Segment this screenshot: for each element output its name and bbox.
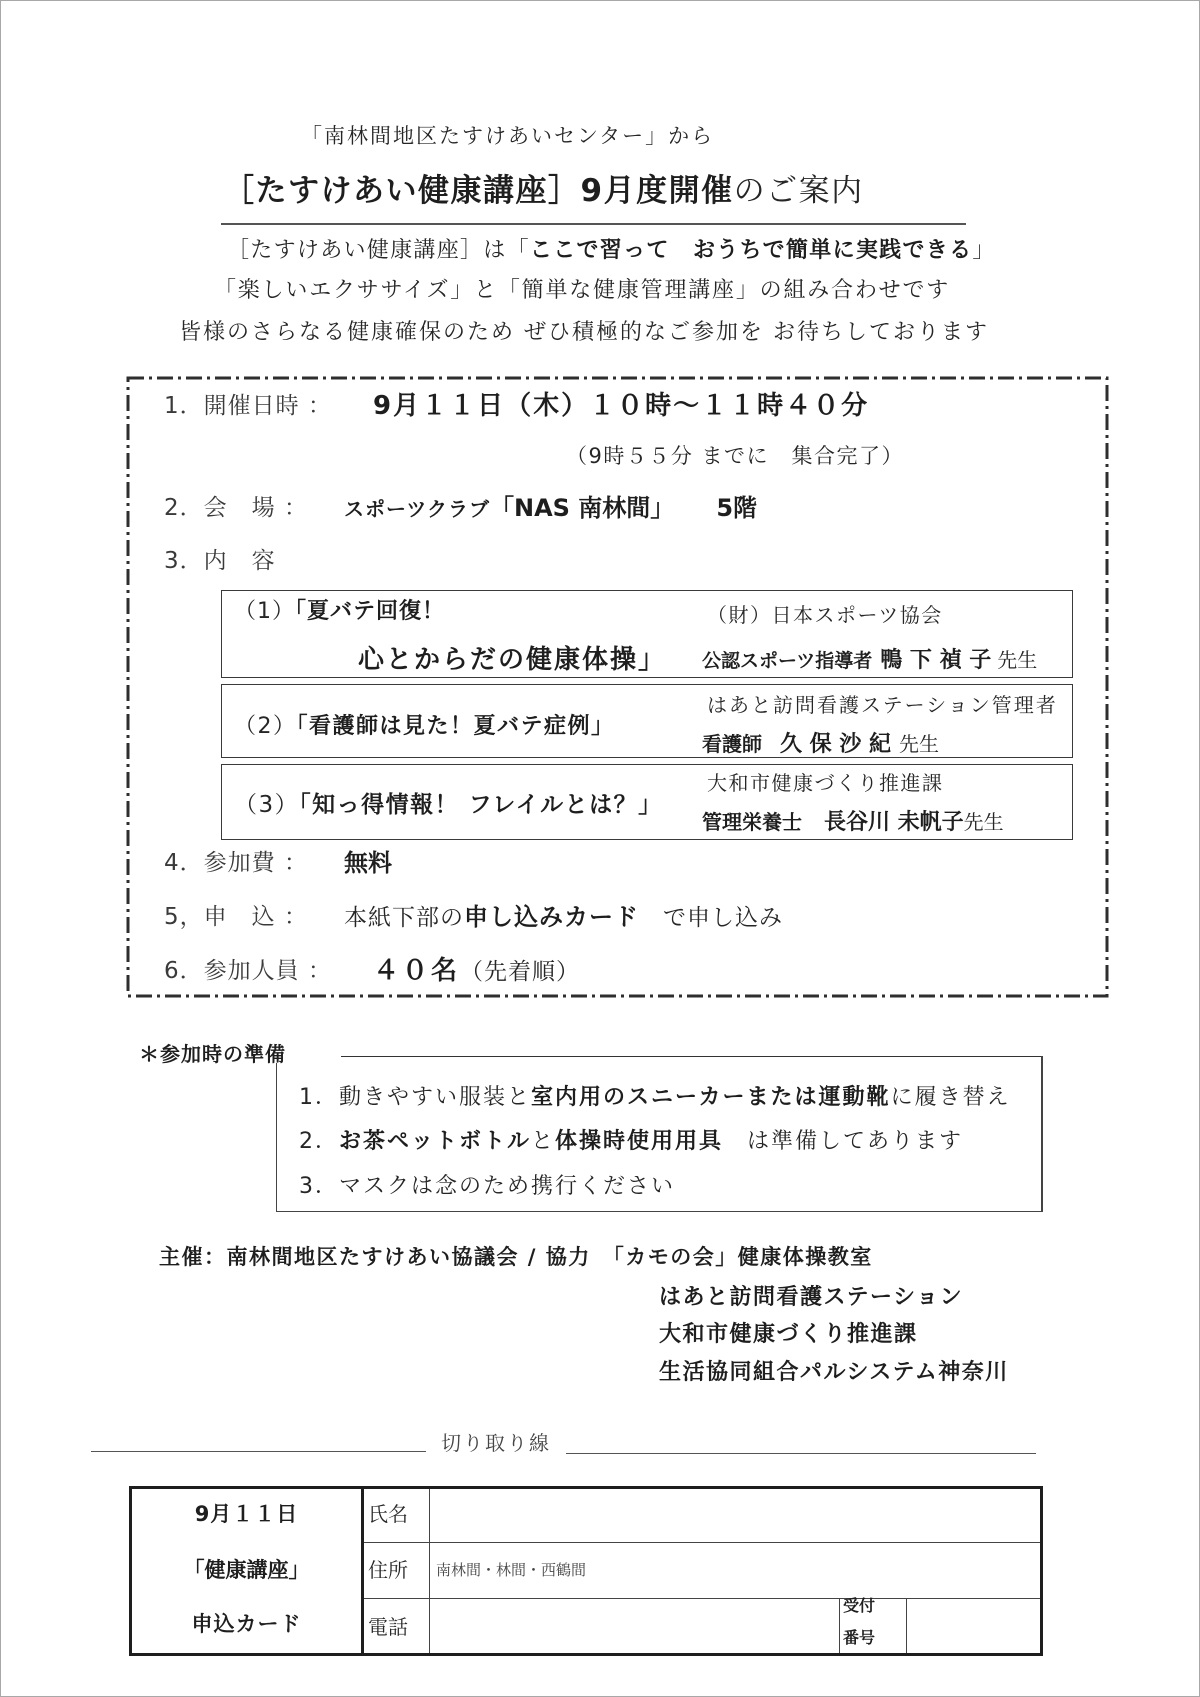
cooperator-1: はあと訪問看護ステーション xyxy=(659,1285,964,1310)
cut-line-right xyxy=(566,1453,1036,1454)
title-main: ［たすけあい健康講座］9月度開催 xyxy=(223,173,734,209)
speaker-role: 公認スポーツ指導者 xyxy=(702,650,873,672)
prep-1-end: に履き替え xyxy=(890,1085,1011,1110)
preparation-rule xyxy=(341,1056,1042,1057)
card-title: 申込カード xyxy=(191,1612,302,1636)
prep-2-end: は準備してあります xyxy=(723,1129,964,1154)
card-name-label: 氏名 xyxy=(368,1502,408,1526)
prep-2-number: 2． xyxy=(299,1129,339,1154)
application-card xyxy=(129,1486,1043,1656)
reception-number-field xyxy=(907,1599,1040,1653)
apply-label: 5，申 込 ： xyxy=(164,904,308,930)
card-address-label: 住所 xyxy=(368,1558,408,1582)
intro-line-1-emphasis: ここで習って おうちで簡単に実践できる xyxy=(529,238,973,263)
reception-label-2: 番号 xyxy=(843,1628,876,1647)
capacity-note: （先着順） xyxy=(460,959,581,985)
card-event: 「健康講座」 xyxy=(183,1558,310,1582)
venue-name: 「NAS 南林間」 xyxy=(490,494,675,522)
preparation-item-1 xyxy=(299,1082,1011,1114)
card-phone-field xyxy=(430,1599,839,1653)
preparation-box-right xyxy=(1041,1056,1043,1212)
card-divider xyxy=(361,1489,364,1653)
prep-2-emphasis-2: 体操時使用用具 xyxy=(555,1129,724,1154)
card-phone-label: 電話 xyxy=(368,1615,408,1639)
date-label: 1．開催日時 ： xyxy=(164,393,332,419)
session-title-text: 「知っ得情報！ フレイルとは？」 xyxy=(299,792,663,818)
session-title xyxy=(234,789,663,821)
venue-value xyxy=(344,492,757,527)
speaker-org: はあと訪問看護ステーション管理者 xyxy=(707,693,1058,717)
apply-value xyxy=(344,901,783,934)
speaker-role: 看護師 xyxy=(702,732,762,756)
speaker-org: 大和市健康づくり推進課 xyxy=(707,771,944,795)
capacity-value xyxy=(373,955,580,990)
session-3 xyxy=(221,764,1073,840)
prep-2-emphasis-1: お茶ペットボトル xyxy=(339,1129,532,1154)
sponsor-line: 主催：南林間地区たすけあい協議会 / 協力 「カモの会」健康体操教室 xyxy=(159,1245,873,1269)
session-title-text: 「看護師は見た！夏バテ症例」 xyxy=(296,714,615,739)
prep-2-join: と xyxy=(531,1129,556,1154)
title-underline xyxy=(221,223,966,225)
session-title-line-2: 心とからだの健康体操」 xyxy=(358,645,667,675)
session-number: （2） xyxy=(234,714,297,739)
speaker-org: （財）日本スポーツ協会 xyxy=(707,603,943,627)
intro-line-2: 「楽しいエクササイズ」と「簡単な健康管理講座」の組み合わせです xyxy=(214,278,951,303)
session-title-text: 「夏バテ回復！ xyxy=(295,599,446,624)
venue-floor: 5階 xyxy=(716,494,758,522)
card-date: 9月１１日 xyxy=(194,1502,299,1526)
intro-line-1-end: 」 xyxy=(972,238,996,263)
cooperator-2: 大和市健康づくり推進課 xyxy=(659,1322,918,1347)
session-number: （3） xyxy=(234,792,300,818)
title-suffix: のご案内 xyxy=(733,173,864,209)
speaker xyxy=(702,644,1037,678)
capacity-label: 6．参加人員 ： xyxy=(164,958,332,984)
session-1 xyxy=(221,590,1073,678)
speaker xyxy=(702,806,1004,840)
apply-value-start: 本紙下部の xyxy=(344,905,464,931)
prep-1-emphasis: 室内用のスニーカーまたは運動靴 xyxy=(531,1085,891,1110)
apply-value-end: で申し込み xyxy=(639,905,783,931)
speaker-role: 管理栄養士 xyxy=(702,810,802,834)
preparation-item-3: 3．マスクは念のため携行ください xyxy=(299,1174,675,1199)
preparation-heading: ＊参加時の準備 xyxy=(139,1042,286,1066)
card-name-field xyxy=(430,1489,1040,1542)
session-2 xyxy=(221,684,1073,758)
venue-prefix: スポーツクラブ xyxy=(344,497,490,521)
session-number: （1） xyxy=(234,599,295,624)
speaker xyxy=(702,728,939,762)
reception-divider-left xyxy=(839,1598,840,1653)
cut-line-left xyxy=(91,1451,426,1452)
speaker-name: 長谷川 未帆子 xyxy=(824,810,964,835)
speaker-honorific: 先生 xyxy=(963,810,1004,834)
speaker-honorific: 先生 xyxy=(898,732,939,756)
card-address-hint: 南林間・林間・西鶴間 xyxy=(436,1561,587,1579)
intro-line-1 xyxy=(227,235,996,267)
cut-line-label: 切り取り線 xyxy=(441,1431,551,1455)
session-title xyxy=(234,596,445,628)
apply-value-emphasis: 申し込みカード xyxy=(464,903,639,931)
date-value: 9月１１日（木）１０時～１１時４０分 xyxy=(373,391,870,421)
page-title xyxy=(223,171,864,211)
speaker-name: 久 保 沙 紀 xyxy=(780,732,891,757)
reception-label-1: 受付 xyxy=(843,1596,876,1615)
fee-value: 無料 xyxy=(344,849,392,877)
intro-line-3: 皆様のさらなる健康確保のため ぜひ積極的なご参加を お待ちしております xyxy=(179,320,989,345)
intro-line-1-start: ［たすけあい健康講座］は「 xyxy=(227,238,530,263)
preparation-item-2 xyxy=(299,1126,963,1158)
speaker-name: 鴨 下 禎 子 xyxy=(880,648,992,673)
from-line: 「南林間地区たすけあいセンター」から xyxy=(301,124,715,148)
session-title xyxy=(234,711,615,743)
speaker-honorific: 先生 xyxy=(997,648,1038,672)
prep-1-text: 1．動きやすい服装と xyxy=(299,1085,531,1110)
capacity-number: ４０名 xyxy=(373,956,461,986)
content-label: 3．内 容 xyxy=(164,548,276,574)
cooperator-3: 生活協同組合パルシステム神奈川 xyxy=(659,1360,1009,1385)
fee-label: 4．参加費 ： xyxy=(164,850,308,876)
venue-label: 2．会 場 ： xyxy=(164,495,308,521)
card-row-rule-1 xyxy=(364,1542,1040,1543)
assembly-note: （9時５５分 までに 集合完了） xyxy=(566,444,905,468)
